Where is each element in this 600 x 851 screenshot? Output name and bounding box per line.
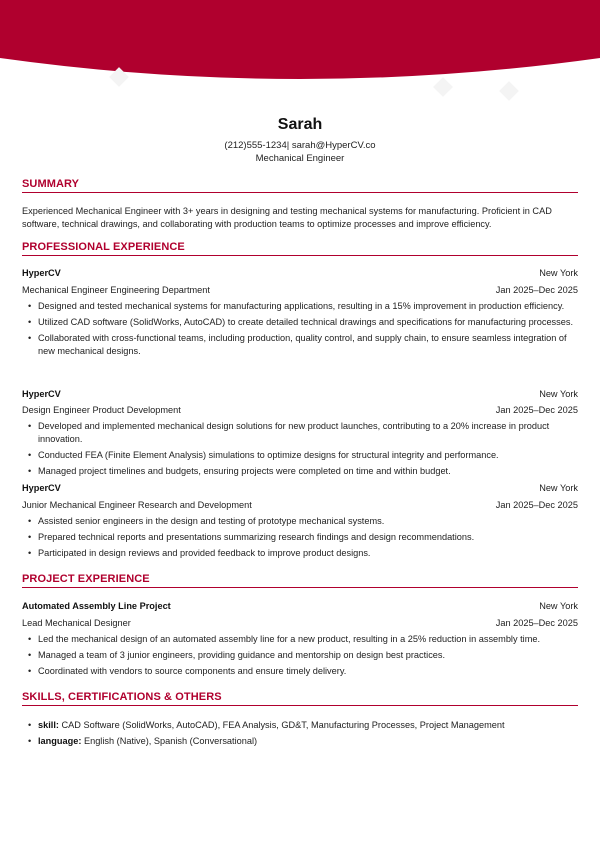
- job-role: Junior Mechanical Engineer Research and Development: [22, 500, 252, 510]
- skills-list: [28, 719, 578, 751]
- language-item: [28, 735, 578, 748]
- bullet-item: • Led the mechanical design of an automated assembly line for a new product, resulting in a 25% reduction in assembly time.: [28, 633, 578, 646]
- job-location: New York: [539, 483, 578, 493]
- experience-bullets: [28, 420, 578, 481]
- job-location: New York: [539, 389, 578, 399]
- job-dates: Jan 2025–Dec 2025: [495, 500, 578, 510]
- skill-item: [28, 719, 578, 732]
- project-bullets: [28, 633, 578, 681]
- bullet-item: • Collaborated with cross-functional teams, including production, quality control, and supply chain, to ensure seamless integration of new mechanical designs.: [28, 332, 578, 358]
- contact-info: (212)555-1234| sarah@HyperCV.co: [224, 140, 376, 151]
- project-location: New York: [539, 601, 578, 611]
- project-dates: Jan 2025–Dec 2025: [495, 618, 578, 628]
- skill-value: CAD Software (SolidWorks, AutoCAD), FEA Analysis, GD&T, Manufacturing Processes, Project Management: [61, 720, 505, 730]
- bullet-item: • Developed and implemented mechanical design solutions for new product launches, contributing to a 20% increase in product innovation.: [28, 420, 578, 446]
- language-value: English (Native), Spanish (Conversational): [83, 736, 258, 746]
- job-dates: Jan 2025–Dec 2025: [495, 285, 578, 295]
- section-title-skills: SKILLS, CERTIFICATIONS & OTHERS: [22, 691, 222, 703]
- bullet-item: • Managed project timelines and budgets, ensuring projects were completed on time and within budget.: [28, 465, 578, 478]
- section-divider: [22, 255, 578, 256]
- section-divider: [22, 587, 578, 588]
- section-title-experience: PROFESSIONAL EXPERIENCE: [22, 241, 185, 253]
- section-title-projects: PROJECT EXPERIENCE: [22, 573, 150, 585]
- candidate-title: Mechanical Engineer: [255, 153, 345, 164]
- bullet-item: • Utilized CAD software (SolidWorks, AutoCAD) to create detailed technical drawings and specifications for manufacturing processes.: [28, 316, 578, 329]
- bullet-item: • Coordinated with vendors to source components and ensure timely delivery.: [28, 665, 578, 678]
- project-role: Lead Mechanical Designer: [22, 618, 131, 628]
- bullet-item: • Conducted FEA (Finite Element Analysis) simulations to optimize designs for structural integrity and performance.: [28, 449, 578, 462]
- candidate-name: Sarah: [277, 116, 323, 133]
- company-name: HyperCV: [22, 483, 61, 493]
- bullet-item: • Managed a team of 3 junior engineers, providing guidance and mentorship on design best practices.: [28, 649, 578, 662]
- language-label: language:: [38, 736, 82, 746]
- bullet-item: • Designed and tested mechanical systems for manufacturing applications, resulting in a 15% improvement in production efficiency.: [28, 300, 578, 313]
- job-location: New York: [539, 268, 578, 278]
- bullet-item: • Prepared technical reports and presentations summarizing research findings and design recommendations.: [28, 531, 578, 544]
- company-name: HyperCV: [22, 268, 61, 278]
- project-name: Automated Assembly Line Project: [22, 601, 171, 611]
- job-role: Design Engineer Product Development: [22, 405, 181, 415]
- job-role: Mechanical Engineer Engineering Department: [22, 285, 210, 295]
- section-divider: [22, 192, 578, 193]
- job-dates: Jan 2025–Dec 2025: [495, 405, 578, 415]
- header-wave: [0, 0, 600, 79]
- bullet-item: • Participated in design reviews and provided feedback to improve product designs.: [28, 547, 578, 560]
- section-divider: [22, 705, 578, 706]
- bullet-item: • Assisted senior engineers in the design and testing of prototype mechanical systems.: [28, 515, 578, 528]
- company-name: HyperCV: [22, 389, 61, 399]
- skill-label: skill:: [38, 720, 59, 730]
- summary-text: Experienced Mechanical Engineer with 3+ years in designing and testing mechanical systems for manufacturing. Proficient in CAD software, technical drawings, and collaborating with production teams to optimize processes and improve efficiency.: [22, 206, 552, 229]
- section-title-summary: SUMMARY: [22, 178, 80, 190]
- experience-bullets: [28, 300, 578, 361]
- experience-bullets: [28, 515, 578, 563]
